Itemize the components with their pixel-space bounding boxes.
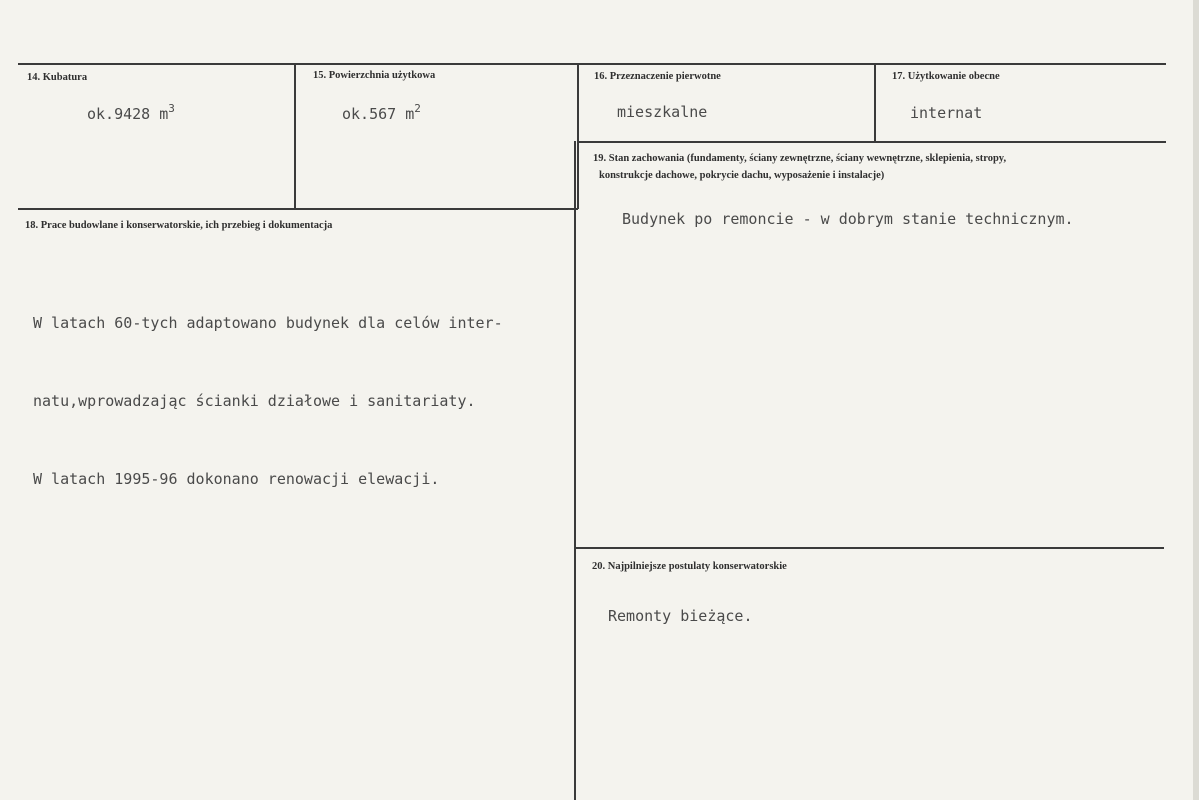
field-20-value: Remonty bieżące.: [608, 607, 753, 625]
row1-bottom-rule-right: [578, 141, 1166, 143]
field-16-label: 16. Przeznaczenie pierwotne: [594, 71, 721, 82]
field-15-value: [342, 102, 421, 123]
field-19-value: Budynek po remoncie - w dobrym stanie technicznym.: [622, 210, 1074, 228]
field-19-label-line2: konstrukcje dachowe, pokrycie dachu, wyposażenie i instalacje): [599, 170, 885, 181]
field-14-number: ok.9428 m: [87, 105, 169, 123]
field-14-value: [87, 102, 175, 123]
top-rule: [18, 63, 1166, 65]
field-19-label-line1: 19. Stan zachowania (fundamenty, ściany zewnętrzne, ściany wewnętrzne, sklepienia, stropy,: [593, 153, 1007, 164]
field-18-line-2: natu,wprowadzając ścianki działowe i sanitariaty.: [33, 392, 476, 410]
field-19-label: [593, 150, 1006, 184]
divider-16-17: [874, 63, 876, 143]
section20-top-rule: [574, 547, 1164, 549]
field-18-text: [33, 258, 503, 544]
card-edge: [1193, 0, 1199, 800]
row1-bottom-rule-left: [18, 208, 578, 210]
field-17-label: 17. Użytkowanie obecne: [892, 71, 1000, 82]
field-18-label: 18. Prace budowlane i konserwatorskie, ich przebieg i dokumentacja: [25, 220, 333, 231]
field-15-label: 15. Powierzchnia użytkowa: [313, 70, 436, 81]
field-20-label: 20. Najpilniejsze postulaty konserwatorskie: [592, 561, 787, 572]
field-14-unit-exponent: 3: [168, 102, 175, 115]
field-15-number: ok.567 m: [342, 105, 415, 123]
field-18-line-3: W latach 1995-96 dokonano renowacji elewacji.: [33, 470, 440, 488]
divider-18-19: [574, 141, 576, 800]
field-16-value: mieszkalne: [617, 103, 708, 121]
field-18-line-1: W latach 60-tych adaptowano budynek dla celów inter-: [33, 314, 503, 332]
field-17-value: internat: [910, 104, 983, 122]
divider-15-16: [577, 63, 579, 209]
divider-14-15: [294, 63, 296, 209]
field-14-label: 14. Kubatura: [27, 72, 88, 83]
field-15-unit-exponent: 2: [414, 102, 421, 115]
